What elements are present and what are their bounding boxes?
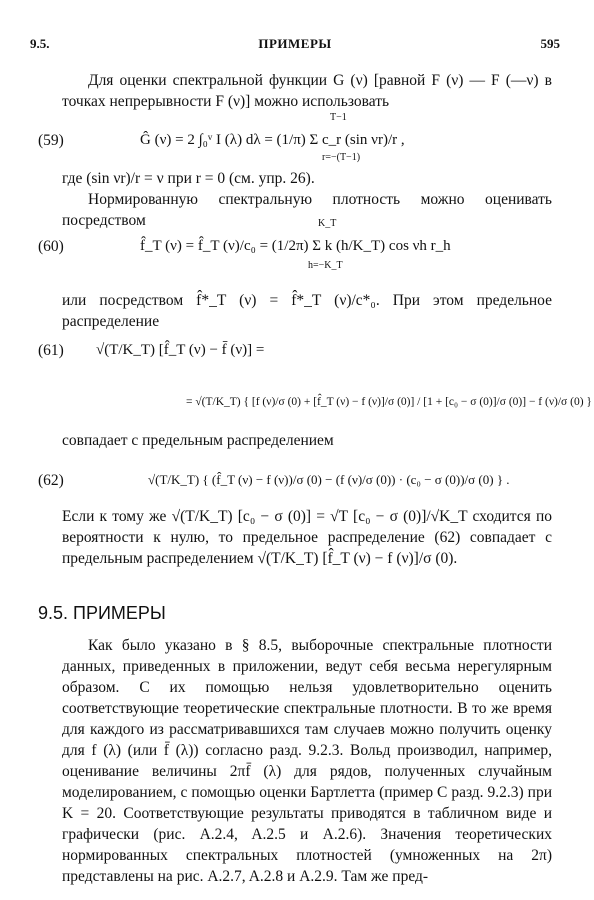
- equation-61-line-2: = √(T/K_T) { [f (ν)/σ (0) + [f̂_T (ν) − f (ν)]/σ (0)] / [1 + [c₀ − σ (0)]/σ (0)] − f (ν)/σ (0) }: [186, 396, 592, 408]
- equation-61-line-1: √(T/K_T) [f̂_T (ν) − f̄ (ν)] =: [96, 342, 265, 358]
- eq60-lower-limit: h=−K_T: [308, 260, 343, 271]
- eq-number-62: (62): [38, 472, 64, 489]
- equation-60: f̂_T (ν) = f̂_T (ν)/c₀ = (1/2π) Σ k (h/K_T) cos νh r_h: [140, 238, 451, 254]
- paragraph-1: Для оценки спектральной функции G (ν) [равной F (ν) — F (—ν) в точках непрерывности F (ν)] можно использовать: [62, 72, 552, 110]
- paragraph-5: совпадает с предельным распределением: [62, 432, 334, 449]
- eq59-lower-limit: r=−(T−1): [322, 152, 361, 163]
- eq-number-59: (59): [38, 132, 64, 149]
- equation-62: √(T/K_T) { (f̂_T (ν) − f (ν))/σ (0) − (f (ν)/σ (0)) · (c₀ − σ (0))/σ (0) } .: [148, 472, 510, 487]
- header-section-number: 9.5.: [30, 36, 50, 51]
- page-number: 595: [540, 36, 560, 51]
- eq59-upper-limit: T−1: [330, 112, 347, 123]
- running-header: [30, 36, 560, 56]
- paragraph-2: где (sin νr)/r = ν при r = 0 (см. упр. 26).: [62, 170, 315, 187]
- eq-number-61: (61): [38, 342, 64, 359]
- eq60-upper-limit: K_T: [318, 218, 337, 229]
- paragraph-6: Если к тому же √(T/K_T) [c₀ − σ (0)] = √T [c₀ − σ (0)]/√K_T сходится по вероятности к нулю, то предельное распределение (62) совпадает с предельным распределением √(T/K_T) [f̂_T (ν) − f (ν)]/σ (0).: [62, 508, 552, 567]
- equation-59: Ĝ (ν) = 2 ∫₀ᵛ I (λ) dλ = (1/π) Σ c_r (sin νr)/r ,: [140, 132, 405, 148]
- header-title: ПРИМЕРЫ: [258, 36, 332, 51]
- section-heading: 9.5. ПРИМЕРЫ: [38, 603, 166, 623]
- paragraph-4: или посредством f̂*_T (ν) = f̂*_T (ν)/c*₀. При этом предельное распределение: [62, 292, 552, 330]
- paragraph-7: Как было указано в § 8.5, выборочные спектральные плотности данных, приведенных в приложении, ведут себя весьма нерегулярным образом. С их помощью нельзя удовлетворительно оценить соответствующие теоретические спектральные плотности. В то же время для каждого из рассматривавшихся там случаев можно получить оценку для f (λ) (или f̄ (λ)) согласно разд. 9.2.3. Вольд производил, например, оценивание величины 2πf̄ (λ) для рядов, полученных случайным моделированием, с помощью оценки Бартлетта (пример С разд. 9.2.3) при K = 20. Соответствующие результаты приводятся в табличном виде и графически (рис. A.2.4, A.2.5 и A.2.6). Значения теоретических нормированных спектральных плотностей (умноженных на 2π) представлены на рис. A.2.7, A.2.8 и A.2.9. Там же пред-: [62, 637, 552, 885]
- eq-number-60: (60): [38, 238, 64, 255]
- paragraph-3: Нормированную спектральную плотность можно оценивать посредством: [62, 191, 552, 229]
